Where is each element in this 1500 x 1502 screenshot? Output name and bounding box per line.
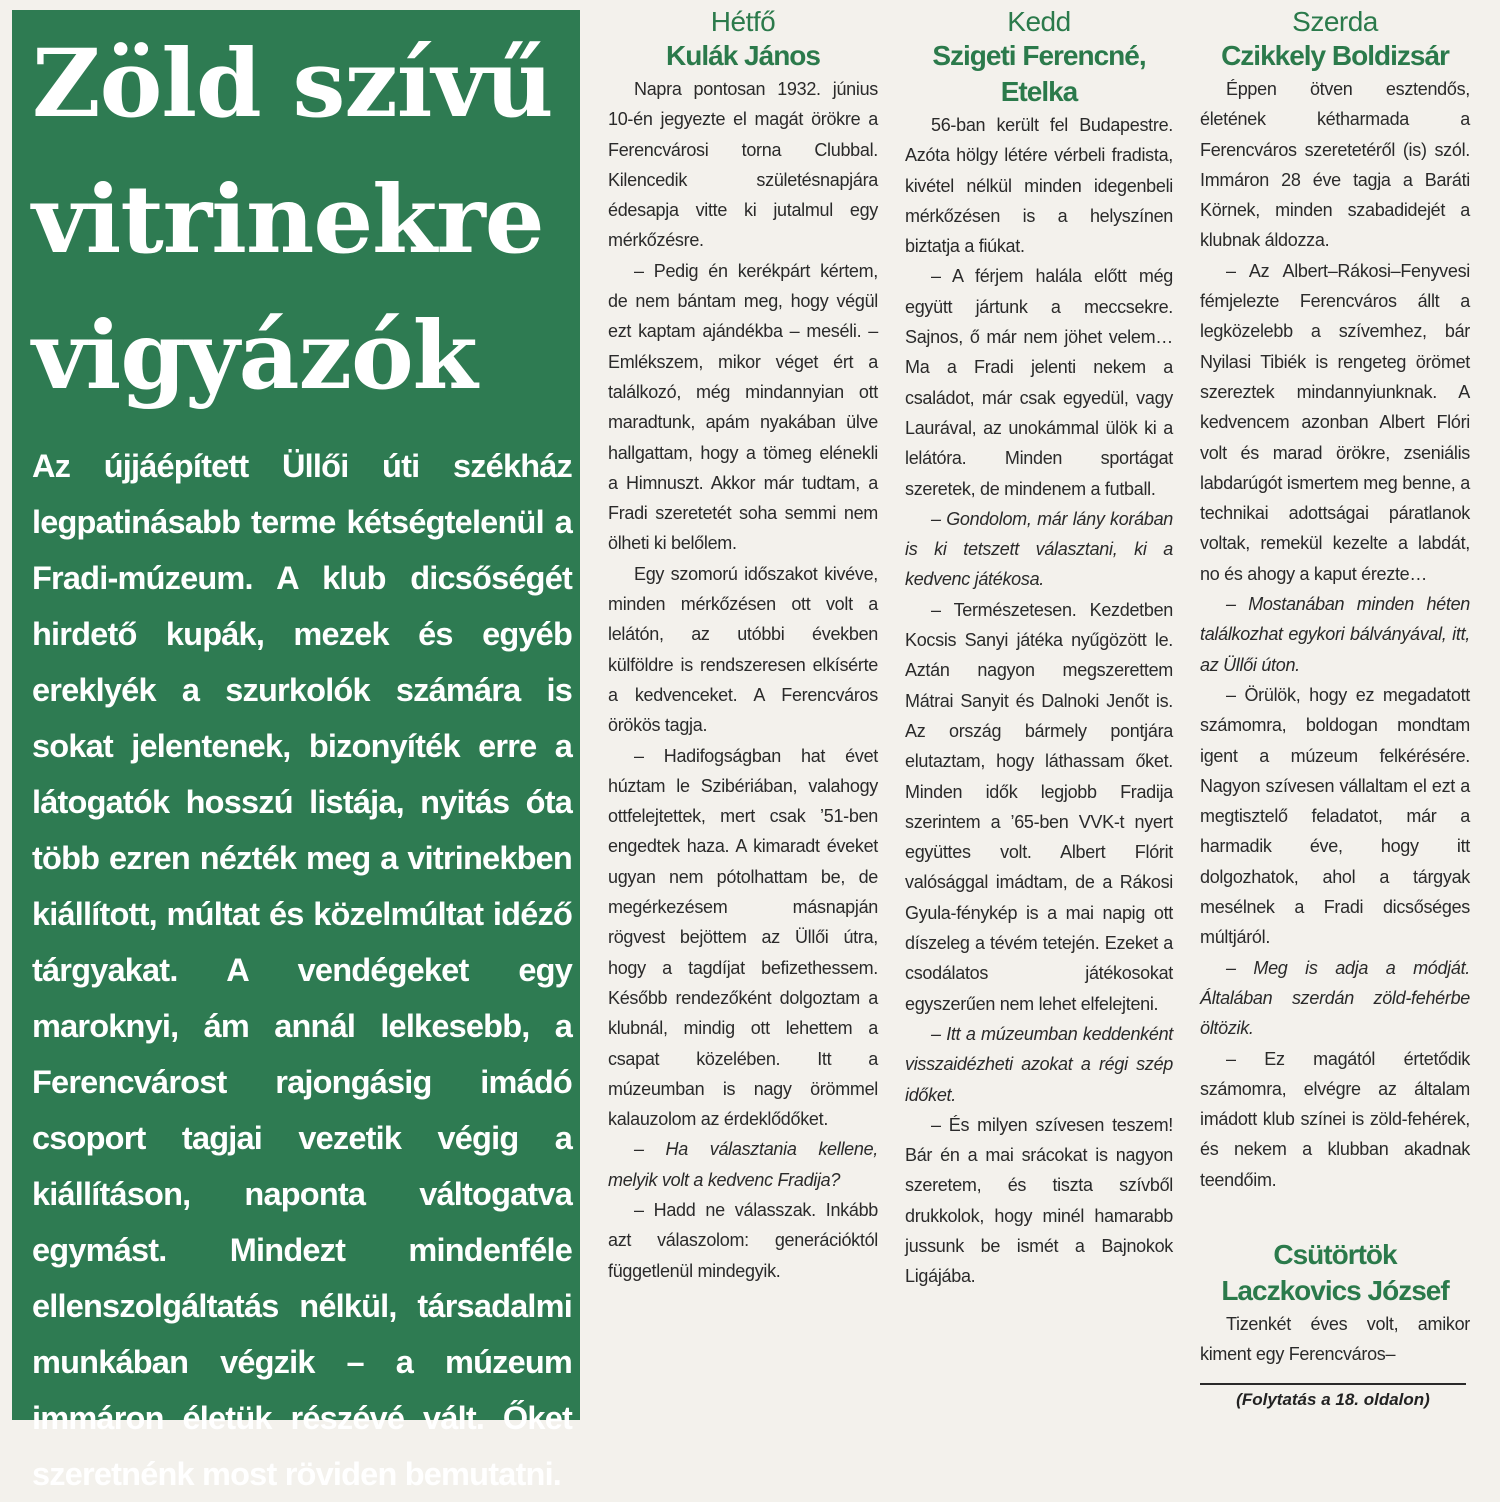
headline-line-3: vigyázók	[32, 301, 477, 411]
paragraph: – Természetesen. Kezdetben Kocsis Sanyi játéka nyűgözött le. Aztán nagyon megszerettem Mátrai Sanyit és Dalnoki Jenőt is. Az ország bármely pontjára elutaztam, hogy láthassam őket. Minden idők legjobb Fradija szerintem a ’65-ben VVK-t nyert együttes volt. Albert Flórit valósággal imádtam, de a Rákosi Gyula-fénykép is a mai napig ott díszeleg a tévém tetején. Ezeket a csodálatos játékosokat egyszerűen nem lehet elfelejteni.	[905, 599, 1173, 1014]
person-name: Laczkovics József	[1221, 1274, 1449, 1306]
paragraph: Napra pontosan 1932. június 10-én jegyezte el magát örökre a Ferencvárosi torna Clubbal. Kilencedik születésnapjára édesapja vitte ki jutalmul egy mérkőzésre.	[608, 79, 878, 251]
person-name: Kulák János	[666, 40, 820, 71]
person-name: Czikkely Boldizsár	[1221, 40, 1449, 71]
section-thursday	[1200, 1237, 1470, 1370]
column-monday	[608, 6, 878, 1286]
person-name: Szigeti Ferencné, Etelka	[932, 40, 1146, 107]
footer-divider	[1200, 1383, 1466, 1385]
article-text	[1200, 1309, 1470, 1370]
paragraph: – Hadifogságban hat évet húztam le Szibériában, valahogy ottfelejtettek, mert csak ’51-ben engedtek haza. A kimaradt éveket ugyan nem pótolhattam be, de megérkezésem másnapján rögvest bejöttem az Üllői útra, hogy a tagdíjat befizethessem. Később rendezőként dolgoztam a klubnál, mindig ott lehettem a csapat közelében. Itt a múzeumban is nagy örömmel kalauzolom az érdeklődőket.	[608, 745, 878, 1130]
paragraph: 56-ban került fel Budapestre. Azóta hölgy létére vérbeli fradista, kivétel nélkül minden idegenbeli mérkőzésen is a helyszínen biztatja a fiúkat.	[905, 115, 1173, 257]
paragraph: Éppen ötven esztendős, életének kétharmada a Ferencváros szeretetéről (is) szól. Immáron 28 éve tagja a Baráti Körnek, minden szabadidejét a klubnak áldozza.	[1200, 79, 1470, 251]
paragraph: – Pedig én kerékpárt kértem, de nem bántam meg, hogy végül ezt kaptam ajándékba – meséli. – Emlékszem, mikor véget ért a találkozó, még mindannyian ott maradtunk, apám nyakában ülve hallgattam, hogy a tömeg elénekli a Himnuszt. Akkor már tudtam, a Fradi szeretetét soha semmi nem ölheti ki belőlem.	[608, 260, 878, 554]
day-heading: Szerda	[1292, 6, 1378, 37]
lead-paragraph: Az újjáépített Üllői úti székház legpatinásabb terme kétségtelenül a Fradi-múzeum. A klub dicsőségét hirdető kupák, mezek és egyéb ereklyék a szurkolók számára is sokat jelentenek, bizonyíték erre a látogatók hosszú listája, nyitás óta több ezren nézték meg a vitrinekben kiállított, múltat és közelmúltat idéző tárgyakat. A vendégeket egy maroknyi, ám annál lelkesebb, a Ferencvárost rajongásig imádó csoport tagjai vezetik végig a kiállításon, naponta váltogatva egymást. Mindezt mindenféle ellenszolgáltatás nélkül, társadalmi munkában végzik – a múzeum immáron életük részévé vált. Őket szeretnénk most röviden bemutatni.	[32, 448, 572, 1492]
paragraph: – Örülök, hogy ez megadatott számomra, boldogan mondtam igent a múzeum felkérésére. Nagyon szívesen vállaltam el ezt a megtisztelő feladatot, már a harmadik éve, hogy itt dolgozhatok, ahol a tárgyak mesélnek a Fradi dicsőséges múltjáról.	[1200, 684, 1470, 948]
headline-line-1: Zöld szívű	[32, 29, 553, 139]
question: – Ha választania kellene, melyik volt a kedvenc Fradija?	[608, 1139, 878, 1190]
paragraph: – Ez magától értetődik számomra, elvégre az általam imádott klub színei is zöld-fehérek, és nekem a klubban akadnak teendőim.	[1200, 1048, 1470, 1190]
headline	[32, 16, 572, 424]
question: – Mostanában minden héten találkozhat egykori bálványával, itt, az Üllői úton.	[1200, 594, 1470, 675]
headline-line-2: vitrinekre	[32, 165, 544, 275]
paragraph: – Az Albert–Rákosi–Fenyvesi fémjelezte Ferencváros állt a legközelebb a szívemhez, bár Nyilasi Tibiék is rengeteg örömet szereztek mindannyiunknak. A kedvencem azonban Albert Flóri volt és marad örökre, zseniális labdarúgót ismertem meg benne, a technikai adottságai páratlanok voltak, remekül kezelte a labdát, no és ahogy a kaput érezte…	[1200, 260, 1470, 584]
article-text	[905, 110, 1173, 1292]
question: – Meg is adja a módját. Általában szerdán zöld-fehérbe öltözik.	[1200, 957, 1470, 1039]
continuation-note: (Folytatás a 18. oldalon)	[1236, 1390, 1430, 1409]
paragraph: Egy szomorú időszakot kivéve, minden mérkőzésen ott volt a lelátón, az utóbbi években külföldre is rendszeresen elkísérte a kedvenceket. A Ferencváros örökös tagja.	[608, 563, 878, 736]
article-text	[608, 74, 878, 1286]
paragraph: – A férjem halála előtt még együtt jártunk a meccsekre. Sajnos, ő már nem jöhet velem… Ma a Fradi jelenti nekem a családot, már csak egyedül, vagy Laurával, az unokámmal ülök ki a lelátóra. Minden sportágat szeretek, de mindenem a futball.	[905, 266, 1173, 499]
column-wednesday	[1200, 6, 1470, 1370]
day-heading: Csütörtök	[1273, 1238, 1397, 1270]
day-heading: Hétfő	[710, 6, 776, 37]
paragraph: Tizenkét éves volt, amikor kiment egy Ferencváros–	[1200, 1313, 1470, 1365]
question: – Itt a múzeumban keddenként visszaidézheti azokat a régi szép időket.	[905, 1023, 1173, 1105]
paragraph: – Hadd ne válasszak. Inkább azt válaszolom: generációktól függetlenül mindegyik.	[608, 1199, 878, 1281]
column-tuesday	[905, 6, 1173, 1292]
question: – Gondolom, már lány korában is ki tetszett választani, ki a kedvenc játékosa.	[905, 508, 1173, 590]
article-text	[1200, 74, 1470, 1195]
day-heading: Kedd	[1007, 6, 1071, 37]
intro-box	[12, 10, 580, 1492]
paragraph: – És milyen szívesen teszem! Bár én a mai srácokat is nagyon szeretem, és tiszta szívből drukkolok, hogy minél hamarabb jussunk be ismét a Bajnokok Ligájába.	[905, 1114, 1173, 1287]
